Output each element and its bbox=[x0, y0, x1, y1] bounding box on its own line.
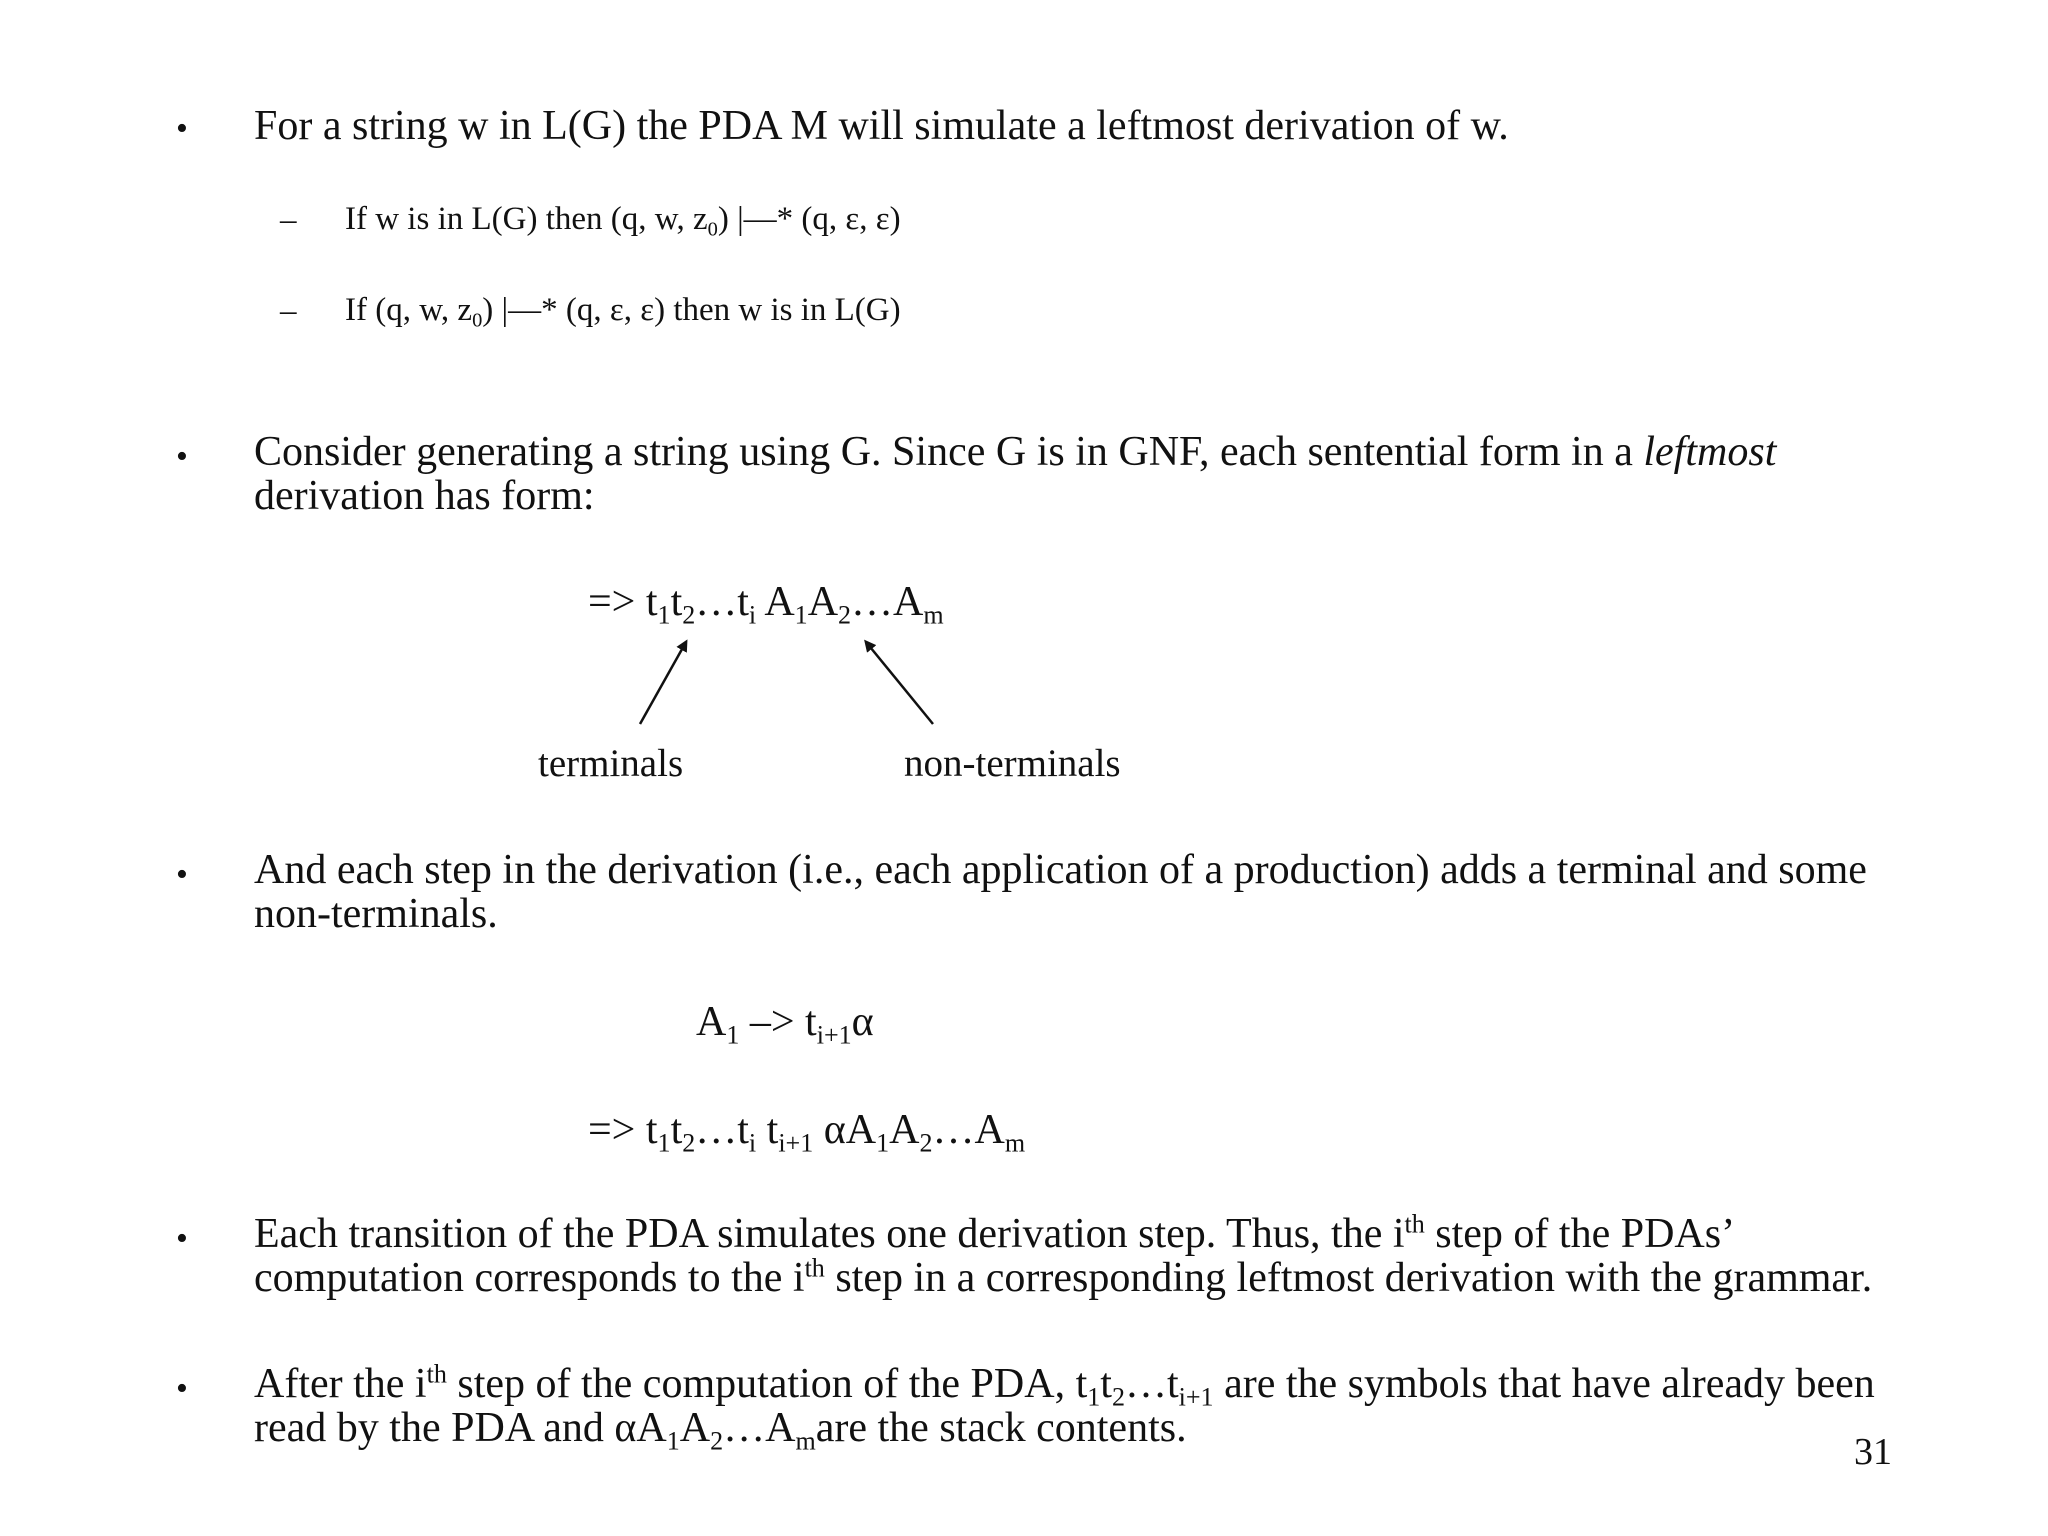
sub-item-1-subscript: 0 bbox=[707, 218, 718, 241]
f3-t3: t bbox=[756, 1107, 779, 1153]
b4-part-1: Each transition of the PDA simulates one derivation step. Thus, the i bbox=[254, 1211, 1405, 1257]
f3-sub-1: 1 bbox=[657, 1128, 671, 1158]
bullet-marker: • bbox=[176, 110, 188, 147]
b5-part-8: are the stack contents. bbox=[815, 1405, 1187, 1451]
page-number: 31 bbox=[1854, 1431, 1892, 1473]
f1-sub-1: 1 bbox=[657, 600, 671, 630]
b5-part-1: After the i bbox=[254, 1361, 427, 1407]
b5-part-5: are the symbols that have already been read by the PDA and αA bbox=[254, 1361, 1875, 1451]
bullet-marker: • bbox=[176, 1220, 188, 1257]
b4-sup-1: th bbox=[1404, 1209, 1425, 1239]
f3-dots: …t bbox=[695, 1107, 749, 1153]
b5-part-7: …A bbox=[723, 1405, 796, 1451]
b5-sub-a2: 2 bbox=[710, 1426, 724, 1456]
f1-dots2: …A bbox=[851, 579, 924, 625]
f3-sub-2: 2 bbox=[682, 1128, 696, 1158]
terminals-arrow bbox=[640, 642, 686, 724]
bullet-2-pre: Consider generating a string using G. Since G is in GNF, each sentential form in a bbox=[254, 429, 1644, 475]
f3-t2: t bbox=[670, 1107, 683, 1153]
f1-a2: A bbox=[807, 579, 839, 625]
f3-a2: A bbox=[889, 1107, 920, 1153]
b5-sup-1: th bbox=[426, 1359, 447, 1389]
f1-dots: …t bbox=[695, 579, 749, 625]
f1-sub-i: i bbox=[748, 600, 757, 630]
sub-item-2-post: ) |—* (q, ε, ε) then w is in L(G) bbox=[482, 292, 901, 328]
bullet-marker: • bbox=[176, 1370, 188, 1407]
derivation-step bbox=[588, 1106, 1026, 1158]
f3-dots2: …A bbox=[932, 1107, 1005, 1153]
f3-prefix: => t bbox=[588, 1107, 658, 1153]
b4-part-3: step in a corresponding leftmost derivation with the grammar. bbox=[824, 1255, 1873, 1301]
f2-sub-1: 1 bbox=[726, 1020, 740, 1050]
f1-sub-2: 2 bbox=[682, 600, 696, 630]
b5-part-2: step of the computation of the PDA, t bbox=[446, 1361, 1088, 1407]
terminals-label: terminals bbox=[538, 742, 684, 785]
b5-sub-i1: i+1 bbox=[1178, 1382, 1214, 1412]
b5-part-3: t bbox=[1100, 1361, 1112, 1407]
f3-sub-m: m bbox=[1004, 1128, 1026, 1158]
nonterminals-arrow bbox=[866, 642, 933, 724]
b5-sub-1: 1 bbox=[1087, 1382, 1101, 1412]
f2-sub-i1: i+1 bbox=[816, 1020, 852, 1050]
f1-sub-m: m bbox=[923, 600, 944, 630]
f1-prefix: => t bbox=[588, 579, 658, 625]
b5-sub-a1: 1 bbox=[666, 1426, 680, 1456]
f3-sub-i: i bbox=[748, 1128, 757, 1158]
sub-item-1-pre: If w is in L(G) then (q, w, z bbox=[345, 201, 708, 237]
dash-marker: – bbox=[280, 293, 297, 329]
b5-sub-m: m bbox=[795, 1426, 816, 1456]
f1-a1: A bbox=[756, 579, 795, 625]
sub-item-1-post: ) |—* (q, ε, ε) bbox=[717, 201, 901, 237]
bullet-1-text: For a string w in L(G) the PDA M will simulate a leftmost derivation of w. bbox=[254, 103, 1509, 149]
f3-sub-i1: i+1 bbox=[778, 1128, 814, 1158]
bullet-marker: • bbox=[176, 438, 188, 475]
b4-sup-2: th bbox=[804, 1253, 825, 1283]
f2-alpha: α bbox=[851, 999, 874, 1045]
dash-marker: – bbox=[280, 202, 297, 238]
b4-part-2: step of the PDAs’ computation corresponds to the i bbox=[254, 1211, 1732, 1301]
production-rule bbox=[696, 998, 874, 1050]
f2-arrow: –> t bbox=[739, 999, 817, 1045]
bullet-3-text: And each step in the derivation (i.e., each application of a production) adds a terminal and some non-terminals. bbox=[254, 847, 1867, 937]
b5-part-6: A bbox=[679, 1405, 711, 1451]
sub-item-2-subscript: 0 bbox=[472, 309, 483, 332]
nonterminals-label: non-terminals bbox=[904, 742, 1121, 785]
b5-sub-2: 2 bbox=[1111, 1382, 1125, 1412]
f3-sub-a1: 1 bbox=[876, 1128, 890, 1158]
sub-item-2-pre: If (q, w, z bbox=[345, 292, 473, 328]
bullet-marker: • bbox=[176, 856, 188, 893]
bullet-2-post: derivation has form: bbox=[254, 473, 595, 519]
f1-t2: t bbox=[670, 579, 683, 625]
bullet-4-text bbox=[254, 1209, 1894, 1301]
b5-part-4: …t bbox=[1124, 1361, 1179, 1407]
f2-a: A bbox=[696, 999, 727, 1045]
f3-sub-a2: 2 bbox=[919, 1128, 933, 1158]
f1-sub-a1: 1 bbox=[794, 600, 808, 630]
f3-alpha: αA bbox=[813, 1107, 877, 1153]
f1-sub-a2: 2 bbox=[838, 600, 852, 630]
bullet-2-emphasis: leftmost bbox=[1643, 429, 1777, 475]
